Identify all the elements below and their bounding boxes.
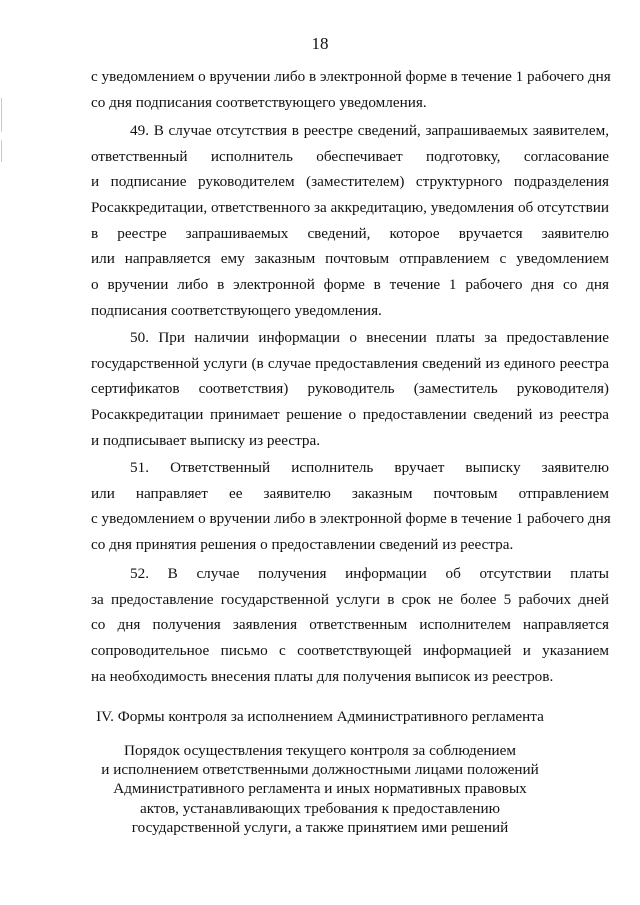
section-heading: IV. Формы контроля за исполнением Административного регламента [96,708,544,725]
paragraph-50 [91,325,609,453]
text-line: с уведомлением о вручении либо в электронной форме в течение 1 рабочего дня [91,510,611,528]
subheading-line: и исполнением ответственными должностными лицами положений [101,761,539,779]
text-line: Росаккредитации, ответственного за аккредитацию, уведомления об отсутствии [91,199,610,217]
text-line: о вручении либо в электронной форме в течение 1 рабочего дня со дня [91,276,609,294]
text-line: ответственный исполнитель обеспечивает подготовку, согласование [91,147,609,165]
text-line: за предоставление государственной услуги в срок не более 5 рабочих дней [91,590,609,608]
subheading-line: актов, устанавливающих требования к предоставлению [140,799,500,817]
text-line: со дня подписания соответствующего уведомления. [91,93,427,111]
text-line: Росаккредитации принимает решение о предоставлении сведений из реестра [91,406,609,424]
binding-mark [1,98,2,132]
page-number: 18 [311,34,329,53]
binding-mark [1,140,2,162]
text-line: в реестре запрашиваемых сведений, которое вручается заявителю [91,224,609,242]
paragraph-49 [91,118,609,324]
text-line: или направляется ему заказным почтовым отправлением с уведомлением [91,250,609,268]
paragraph-52 [91,561,609,689]
text-line: 52. В случае получения информации об отсутствии платы [130,565,609,582]
text-line: с уведомлением о вручении либо в электронной форме в течение 1 рабочего дня [91,68,611,85]
text-line: 49. В случае отсутствия в реестре сведений, запрашиваемых заявителем, [130,122,609,139]
text-line: 51. Ответственный исполнитель вручает выписку заявителю [130,459,609,476]
text-line: на необходимость внесения платы для получения выписок из реестров. [91,667,554,685]
paragraph-51 [91,455,609,558]
subheading-line: Порядок осуществления текущего контроля за соблюдением [123,742,517,759]
text-line: 50. При наличии информации о внесении платы за предоставление [130,329,609,346]
text-line: и подписывает выписку из реестра. [91,431,321,449]
subheading-line: Административного регламента и иных нормативных правовых [113,780,527,798]
text-line: или направляет ее заявителю заказным почтовым отправлением [91,484,609,502]
text-line: сертификатов соответствия) руководитель (заместитель руководителя) [91,380,609,398]
text-line: со дня получения заявления ответственным исполнителем направляется [91,616,609,634]
subsection-heading [0,741,640,837]
text-line: сопроводительное письмо с соответствующей информацией и указанием [91,642,609,660]
text-line: подписания соответствующего уведомления. [91,301,382,319]
text-line: со дня принятия решения о предоставлении сведений из реестра. [91,536,514,554]
text-line: государственной услуги (в случае предоставления сведений из единого реестра [91,354,609,372]
text-line: и подписание руководителем (заместителем) структурного подразделения [91,173,609,191]
paragraph-continuation [91,64,609,115]
subheading-line: государственной услуги, а также принятием ими решений [131,818,509,836]
